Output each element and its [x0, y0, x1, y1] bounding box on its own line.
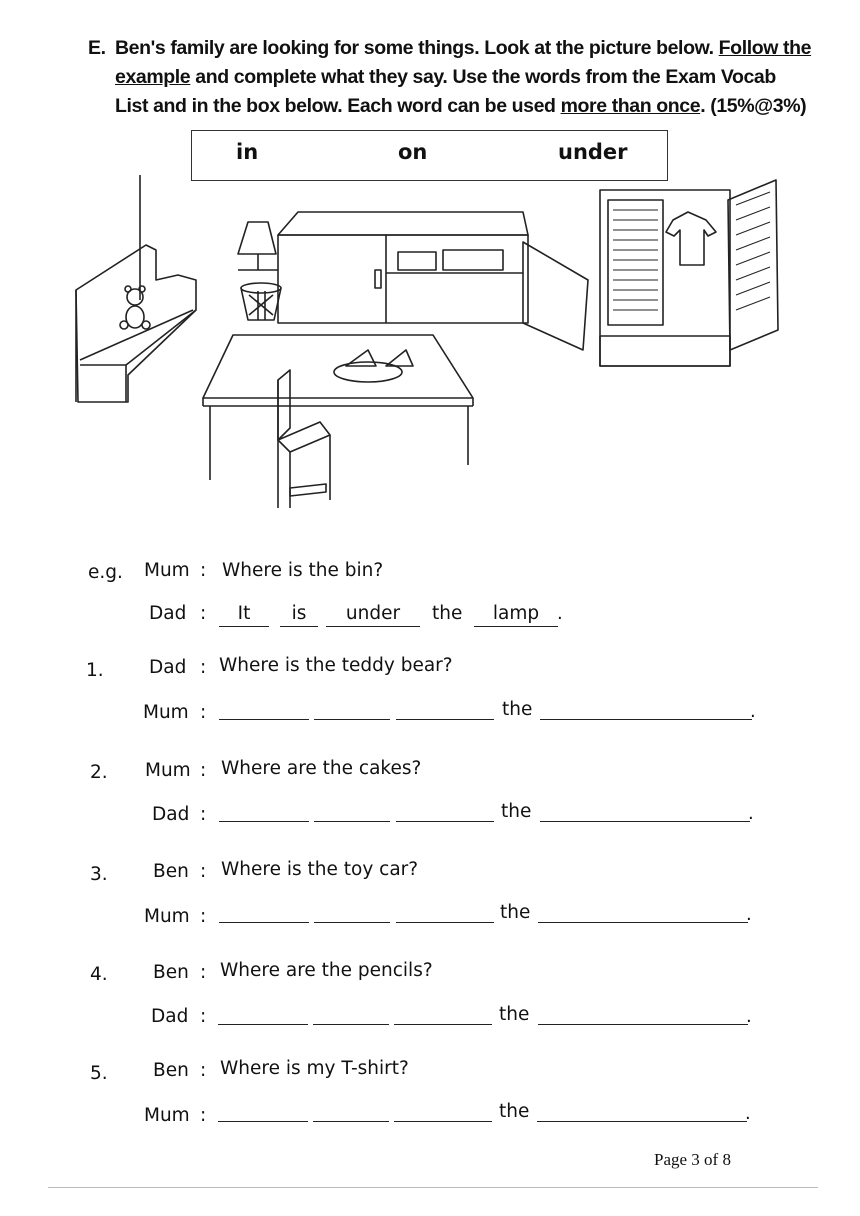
- cabinet: [278, 212, 588, 350]
- the-word: the: [501, 801, 532, 822]
- end-dot: .: [750, 701, 756, 722]
- answer-blank-1[interactable]: [219, 821, 309, 822]
- instruction-line-2: example and complete what they say. Use the words from the Exam Vocab: [115, 66, 776, 88]
- word-on: on: [398, 140, 428, 164]
- colon: :: [200, 760, 207, 781]
- colon: :: [200, 804, 207, 825]
- answer-speaker: Mum: [144, 906, 190, 927]
- example-question: Where is the bin?: [222, 560, 384, 581]
- question-text: Where is the toy car?: [221, 859, 419, 880]
- the-word: the: [499, 1101, 530, 1122]
- section-letter: E.: [88, 37, 106, 59]
- answer-blank-1[interactable]: [218, 1024, 308, 1025]
- example-blank: [219, 626, 269, 627]
- end-dot: .: [748, 803, 754, 824]
- word-under: under: [558, 140, 628, 164]
- example-blank: [474, 626, 558, 627]
- colon: :: [200, 657, 207, 678]
- example-blank: [280, 626, 318, 627]
- question-speaker: Mum: [145, 760, 191, 781]
- end-dot: .: [746, 904, 752, 925]
- answer-blank-object[interactable]: [538, 1024, 748, 1025]
- answer-speaker: Mum: [144, 1105, 190, 1126]
- question-number: 1.: [86, 660, 104, 681]
- answer-blank-1[interactable]: [218, 1121, 308, 1122]
- colon: :: [200, 861, 207, 882]
- example-marker: e.g.: [88, 562, 123, 583]
- the-word: the: [502, 699, 533, 720]
- colon: :: [200, 1105, 207, 1126]
- example-object: lamp: [492, 603, 540, 624]
- instruction-line-3: List and in the box below. Each word can be used more than once. (15%@3%): [115, 95, 807, 117]
- toy-car: [398, 252, 436, 270]
- question-text: Where is the teddy bear?: [219, 655, 453, 676]
- wardrobe: [600, 180, 778, 366]
- instruction-line-1: Ben's family are looking for some things. Look at the picture below. Follow the: [115, 37, 812, 59]
- answer-blank-3[interactable]: [396, 719, 494, 720]
- colon: :: [200, 603, 207, 624]
- example-the: the: [432, 603, 463, 624]
- word-in: in: [236, 140, 259, 164]
- answer-blank-3[interactable]: [394, 1121, 492, 1122]
- plate: [334, 362, 402, 382]
- bottom-rule: [48, 1187, 818, 1188]
- bin: [241, 283, 281, 320]
- answer-blank-3[interactable]: [396, 821, 494, 822]
- answer-speaker: Mum: [143, 702, 189, 723]
- colon: :: [200, 906, 207, 927]
- question-speaker: Ben: [153, 861, 189, 882]
- colon: :: [200, 962, 207, 983]
- the-word: the: [499, 1004, 530, 1025]
- answer-blank-1[interactable]: [219, 922, 309, 923]
- t-shirt: [666, 212, 716, 265]
- answer-blank-2[interactable]: [314, 922, 390, 923]
- question-number: 3.: [90, 864, 108, 885]
- answer-blank-2[interactable]: [313, 1024, 389, 1025]
- table: [203, 335, 473, 480]
- colon: :: [200, 1006, 207, 1027]
- answer-blank-3[interactable]: [394, 1024, 492, 1025]
- question-number: 5.: [90, 1063, 108, 1084]
- pencils: [290, 484, 326, 496]
- teddy-bear: [120, 286, 150, 329]
- answer-blank-3[interactable]: [396, 922, 494, 923]
- question-speaker: Ben: [153, 962, 189, 983]
- example-answer-word: It: [237, 603, 251, 624]
- answer-blank-object[interactable]: [540, 821, 750, 822]
- answer-speaker: Dad: [152, 804, 190, 825]
- example-answer-word: is: [291, 603, 307, 624]
- colon: :: [200, 560, 207, 581]
- question-number: 4.: [90, 964, 108, 985]
- example-blank: [326, 626, 420, 627]
- example-end: .: [557, 603, 563, 624]
- colon: :: [200, 1060, 207, 1081]
- answer-blank-2[interactable]: [314, 719, 390, 720]
- lamp: [238, 222, 278, 270]
- the-word: the: [500, 902, 531, 923]
- answer-speaker: Dad: [151, 1006, 189, 1027]
- example-answer-word: under: [345, 603, 401, 624]
- example-answer-speaker: Dad: [149, 603, 187, 624]
- question-text: Where are the pencils?: [220, 960, 433, 981]
- example-question-speaker: Mum: [144, 560, 190, 581]
- answer-blank-object[interactable]: [540, 719, 752, 720]
- sofa: [76, 245, 196, 402]
- room-illustration: [68, 170, 788, 515]
- end-dot: .: [746, 1006, 752, 1027]
- colon: :: [200, 702, 207, 723]
- question-speaker: Dad: [149, 657, 187, 678]
- answer-blank-2[interactable]: [313, 1121, 389, 1122]
- question-text: Where is my T-shirt?: [220, 1058, 409, 1079]
- answer-blank-1[interactable]: [219, 719, 309, 720]
- page-number: Page 3 of 8: [654, 1150, 731, 1169]
- chair: [278, 370, 330, 508]
- answer-blank-object[interactable]: [537, 1121, 747, 1122]
- question-speaker: Ben: [153, 1060, 189, 1081]
- end-dot: .: [745, 1103, 751, 1124]
- question-number: 2.: [90, 762, 108, 783]
- answer-blank-object[interactable]: [538, 922, 748, 923]
- question-text: Where are the cakes?: [221, 758, 422, 779]
- answer-blank-2[interactable]: [314, 821, 390, 822]
